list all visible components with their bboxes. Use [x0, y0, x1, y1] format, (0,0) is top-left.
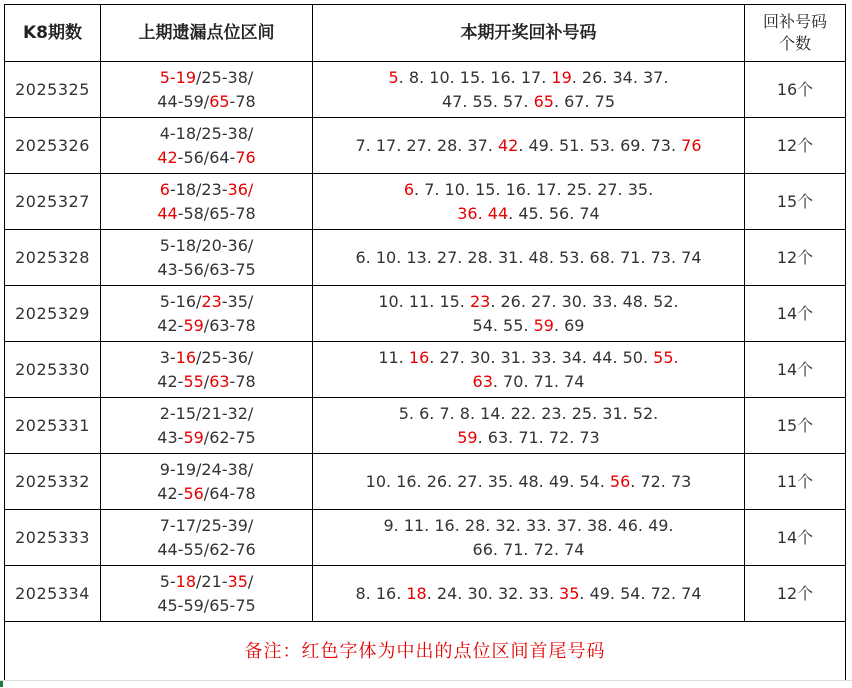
note-cell[interactable]: 备注：红色字体为中出的点位区间首尾号码 — [5, 622, 846, 682]
cell-line — [101, 314, 312, 338]
number-text: . 49. 51. 53. 69. 73. — [518, 135, 682, 155]
cell-line — [313, 134, 744, 158]
period-cell[interactable]: 2025331 — [5, 398, 101, 454]
highlighted-number: 55. — [653, 347, 679, 367]
numbers-cell[interactable] — [313, 566, 745, 622]
number-text: 45-59/65-75 — [157, 595, 256, 615]
highlighted-number: 16 — [175, 347, 197, 367]
highlighted-number: 65 — [209, 91, 230, 111]
number-text: . 67. 75 — [553, 91, 615, 111]
interval-cell[interactable] — [101, 230, 313, 286]
note-row — [5, 622, 846, 682]
cell-line — [101, 202, 312, 226]
header-count-line1: 回补号码 — [762, 12, 827, 31]
numbers-cell[interactable] — [313, 454, 745, 510]
number-text: /25-36/ — [196, 347, 254, 367]
number-text: -56/64- — [177, 147, 236, 167]
period-cell[interactable]: 2025332 — [5, 454, 101, 510]
highlighted-number: 55 — [183, 371, 204, 391]
cell-line — [101, 482, 312, 506]
cell-line — [101, 90, 312, 114]
period-cell[interactable]: 2025326 — [5, 118, 101, 174]
highlighted-number: 59 — [183, 427, 204, 447]
cell-line — [313, 246, 744, 270]
cell-line — [313, 90, 744, 114]
interval-cell[interactable] — [101, 118, 313, 174]
highlighted-number: 5 — [388, 67, 399, 87]
highlighted-number: / — [247, 179, 254, 199]
number-text: . 69 — [553, 315, 585, 335]
numbers-cell[interactable] — [313, 286, 745, 342]
number-text: /25-38/ — [196, 67, 254, 87]
interval-cell[interactable] — [101, 286, 313, 342]
number-text: . 8. 10. 15. 16. 17. — [398, 67, 552, 87]
highlighted-number: 56 — [183, 483, 204, 503]
number-text: 2-15/21-32/ — [159, 403, 254, 423]
header-last-interval[interactable]: 上期遗漏点位区间 — [101, 5, 313, 62]
number-text: -78 — [229, 371, 256, 391]
number-text: 9. 11. 16. 28. 32. 33. 37. 38. 46. 49. — [383, 515, 674, 535]
cell-line — [101, 538, 312, 562]
cell-line — [101, 234, 312, 258]
cell-line — [101, 290, 312, 314]
lottery-table — [4, 4, 846, 682]
number-text: 6. 10. 13. 27. 28. 31. 48. 53. 68. 71. 73. 74 — [355, 247, 702, 267]
count-cell[interactable]: 16个 — [745, 62, 846, 118]
cell-line — [313, 346, 744, 370]
count-cell[interactable]: 12个 — [745, 566, 846, 622]
cell-line — [101, 346, 312, 370]
header-current-numbers[interactable]: 本期开奖回补号码 — [313, 5, 745, 62]
number-text: 43- — [157, 427, 184, 447]
numbers-cell[interactable] — [313, 62, 745, 118]
highlighted-number: 59 — [183, 315, 204, 335]
interval-cell[interactable] — [101, 454, 313, 510]
cell-line — [313, 370, 744, 394]
numbers-cell[interactable] — [313, 230, 745, 286]
highlighted-number: 76 — [681, 135, 702, 155]
highlighted-number: 23 — [469, 291, 491, 311]
number-text: 42- — [157, 371, 184, 391]
number-text: / — [247, 571, 254, 591]
number-text: 66. 71. 72. 74 — [472, 539, 585, 559]
number-text: 4-18/25-38/ — [159, 123, 254, 143]
period-cell[interactable]: 2025334 — [5, 566, 101, 622]
number-text: -35/ — [221, 291, 254, 311]
number-text: 43-56/63-75 — [157, 259, 256, 279]
number-text: 5. 6. 7. 8. 14. 22. 23. 25. 31. 52. — [398, 403, 659, 423]
number-text: /62-75 — [203, 427, 256, 447]
numbers-cell[interactable] — [313, 174, 745, 230]
cell-line — [313, 470, 744, 494]
header-count[interactable] — [745, 5, 846, 62]
number-text: -18/23- — [169, 179, 228, 199]
cell-line — [101, 178, 312, 202]
number-text: 5-16/ — [159, 291, 202, 311]
number-text: . 72. 73 — [630, 471, 692, 491]
highlighted-number: 56 — [609, 471, 631, 491]
highlighted-number: 18 — [175, 571, 197, 591]
period-cell[interactable]: 2025325 — [5, 62, 101, 118]
count-cell[interactable]: 15个 — [745, 398, 846, 454]
number-text: . 45. 56. 74 — [508, 203, 600, 223]
highlighted-number: 63 — [472, 371, 493, 391]
number-text: . 26. 34. 37. — [571, 67, 669, 87]
table-row — [5, 398, 846, 454]
highlighted-number: 76 — [235, 147, 256, 167]
cell-line — [313, 202, 744, 226]
period-cell[interactable]: 2025328 — [5, 230, 101, 286]
number-text: 5-18/20-36/ — [159, 235, 254, 255]
highlighted-number: 44 — [157, 203, 178, 223]
header-row — [5, 5, 846, 62]
count-cell[interactable]: 12个 — [745, 230, 846, 286]
highlighted-number: 36 — [227, 179, 248, 199]
number-text: . 24. 30. 32. 33. — [426, 583, 560, 603]
number-text: 47. 55. 57. — [441, 91, 534, 111]
period-cell[interactable]: 2025329 — [5, 286, 101, 342]
highlighted-number: 19 — [551, 67, 572, 87]
highlighted-number: 18 — [406, 583, 427, 603]
interval-cell[interactable] — [101, 510, 313, 566]
highlighted-number: 16 — [408, 347, 430, 367]
highlighted-number: 6 — [403, 179, 415, 199]
table-row — [5, 566, 846, 622]
highlighted-number: 59 — [533, 315, 554, 335]
cell-line — [101, 570, 312, 594]
table-row — [5, 174, 846, 230]
number-text: . 49. 54. 72. 74 — [579, 583, 702, 603]
count-cell[interactable]: 14个 — [745, 286, 846, 342]
cell-line — [101, 146, 312, 170]
cell-line — [313, 402, 744, 426]
cell-line — [101, 594, 312, 618]
number-text: 54. 55. — [472, 315, 534, 335]
highlighted-number: 35 — [227, 571, 248, 591]
highlighted-number: 35 — [559, 583, 580, 603]
table-row — [5, 454, 846, 510]
table-row — [5, 342, 846, 398]
number-text: . 27. 30. 31. 33. 34. 44. 50. — [429, 347, 654, 367]
number-text: -58/65-78 — [177, 203, 256, 223]
period-cell[interactable]: 2025327 — [5, 174, 101, 230]
number-text: . 63. 71. 72. 73 — [477, 427, 600, 447]
number-text: /63-78 — [203, 315, 256, 335]
header-count-line2: 个数 — [778, 34, 811, 53]
number-text: 10. 11. 15. — [378, 291, 470, 311]
interval-cell[interactable] — [101, 342, 313, 398]
numbers-cell[interactable] — [313, 510, 745, 566]
interval-cell[interactable] — [101, 174, 313, 230]
cell-line — [101, 426, 312, 450]
numbers-cell[interactable] — [313, 398, 745, 454]
numbers-cell[interactable] — [313, 342, 745, 398]
highlighted-number: 36. 44 — [457, 203, 509, 223]
cell-line — [313, 514, 744, 538]
number-text: 9-19/24-38/ — [159, 459, 254, 479]
interval-cell[interactable] — [101, 398, 313, 454]
number-text: 3- — [159, 347, 176, 367]
number-text: 5- — [159, 571, 176, 591]
number-text: 42- — [157, 315, 184, 335]
highlighted-number: 5-19 — [159, 67, 197, 87]
highlighted-number: 23 — [201, 291, 222, 311]
count-cell[interactable]: 14个 — [745, 342, 846, 398]
cell-line — [101, 66, 312, 90]
selection-marker — [0, 681, 3, 687]
cell-line — [101, 514, 312, 538]
number-text: 44-55/62-76 — [157, 539, 256, 559]
count-cell[interactable]: 12个 — [745, 118, 846, 174]
number-text: 10. 16. 26. 27. 35. 48. 49. 54. — [365, 471, 610, 491]
highlighted-number: 42 — [157, 147, 178, 167]
highlighted-number: 65 — [533, 91, 554, 111]
number-text: . 70. 71. 74 — [492, 371, 585, 391]
cell-line — [313, 314, 744, 338]
cell-line — [101, 458, 312, 482]
number-text: 42- — [157, 483, 184, 503]
table-row — [5, 62, 846, 118]
number-text: /21- — [196, 571, 228, 591]
number-text: . 26. 27. 30. 33. 48. 52. — [490, 291, 679, 311]
cell-line — [101, 122, 312, 146]
table-row — [5, 230, 846, 286]
interval-cell[interactable] — [101, 62, 313, 118]
period-cell[interactable]: 2025333 — [5, 510, 101, 566]
cell-line — [313, 426, 744, 450]
count-cell[interactable]: 14个 — [745, 510, 846, 566]
count-cell[interactable]: 15个 — [745, 174, 846, 230]
cell-line — [101, 258, 312, 282]
table-body — [5, 62, 846, 622]
numbers-cell[interactable] — [313, 118, 745, 174]
count-cell[interactable]: 11个 — [745, 454, 846, 510]
highlighted-number: 42 — [497, 135, 519, 155]
number-text: 8. 16. — [355, 583, 407, 603]
cell-line — [101, 402, 312, 426]
number-text: 7-17/25-39/ — [159, 515, 254, 535]
table-row — [5, 286, 846, 342]
header-period[interactable]: K8期数 — [5, 5, 101, 62]
table-row — [5, 118, 846, 174]
cell-line — [313, 290, 744, 314]
cell-line — [313, 178, 744, 202]
number-text: /64-78 — [203, 483, 256, 503]
number-text: . 7. 10. 15. 16. 17. 25. 27. 35. — [414, 179, 654, 199]
cell-line — [313, 582, 744, 606]
cell-line — [101, 370, 312, 394]
table-row — [5, 510, 846, 566]
cell-line — [313, 538, 744, 562]
cell-line — [313, 66, 744, 90]
highlighted-number: 6 — [159, 179, 170, 199]
number-text: 7. 17. 27. 28. 37. — [355, 135, 498, 155]
period-cell[interactable]: 2025330 — [5, 342, 101, 398]
highlighted-number: 63 — [209, 371, 230, 391]
number-text: / — [203, 371, 210, 391]
interval-cell[interactable] — [101, 566, 313, 622]
highlighted-number: 59 — [457, 427, 478, 447]
number-text: 11. — [378, 347, 409, 367]
number-text: -78 — [229, 91, 256, 111]
number-text: 44-59/ — [157, 91, 210, 111]
